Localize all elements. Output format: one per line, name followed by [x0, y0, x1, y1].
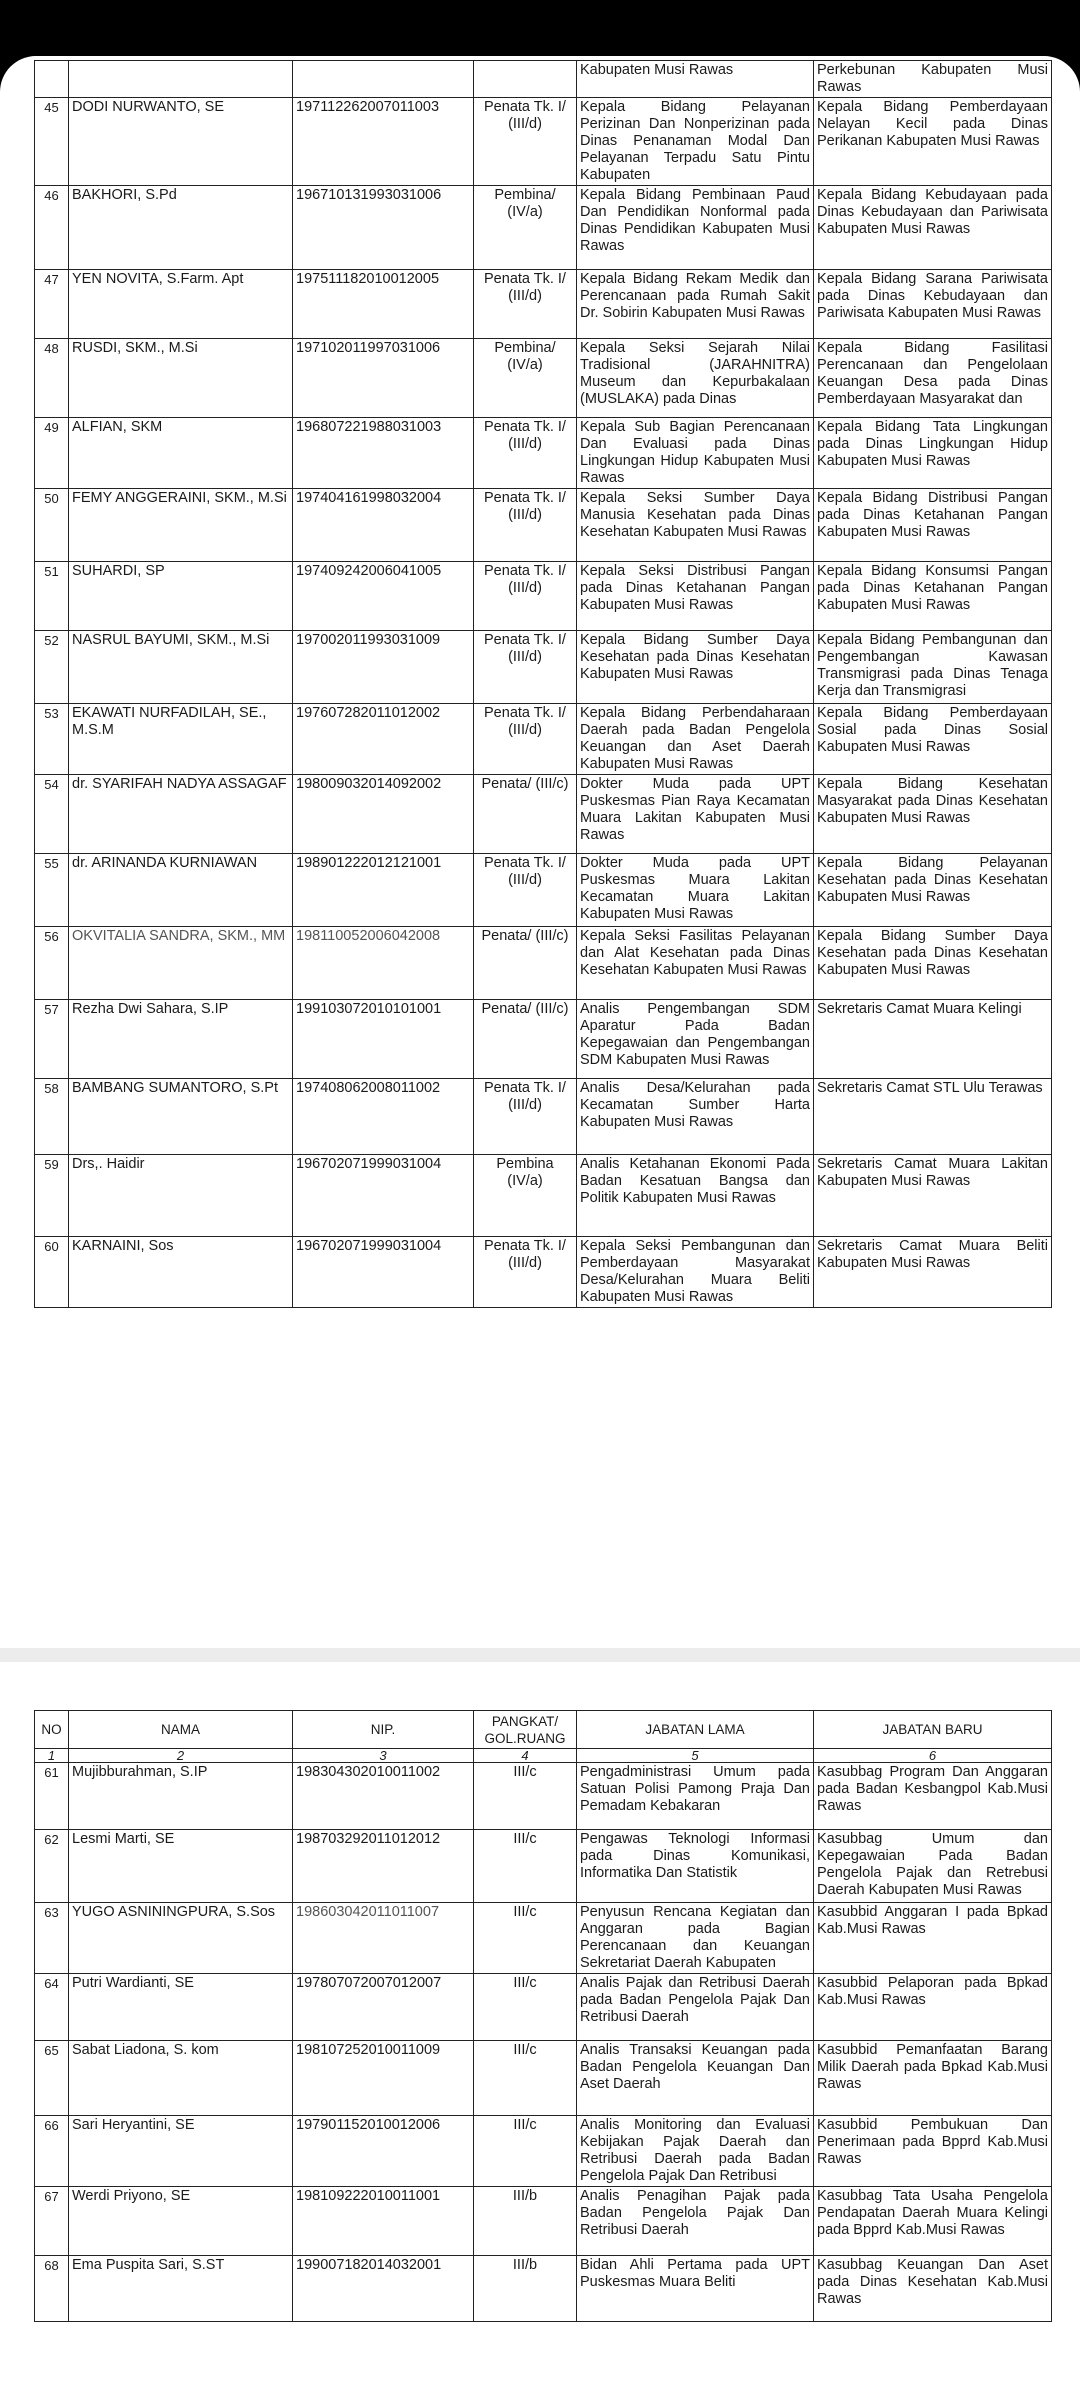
jabatan-lama-cell: Penyusun Rencana Kegiatan dan Anggaran pada Bagian Perencanaan dan Keuangan Sekretariat Daerah Kabupaten [577, 1903, 814, 1974]
nama-cell: Mujibburahman, S.IP [69, 1763, 293, 1830]
row-number: 62 [35, 1830, 69, 1903]
golongan-cell: Pembina (IV/a) [474, 1155, 577, 1237]
column-index: 4 [474, 1749, 577, 1763]
table-row [35, 2041, 1052, 2116]
table-row [35, 1830, 1052, 1903]
page-separator [0, 1648, 1080, 1662]
jabatan-lama-cell: Kepala Seksi Sejarah Nilai Tradisional (JARAHNITRA) Museum dan Kepurbakalaan (MUSLAKA) pada Dinas [577, 339, 814, 418]
golongan-cell: Penata Tk. I/ (III/d) [474, 270, 577, 339]
nama-cell: RUSDI, SKM., M.Si [69, 339, 293, 418]
table-row [35, 1763, 1052, 1830]
nama-cell: BAKHORI, S.Pd [69, 186, 293, 270]
jabatan-lama-cell: Kepala Seksi Sumber Daya Manusia Kesehatan pada Dinas Kesehatan Kabupaten Musi Rawas [577, 489, 814, 562]
jabatan-baru-cell: Kepala Bidang Sarana Pariwisata pada Dinas Kebudayaan dan Pariwisata Kabupaten Musi Rawas [814, 270, 1052, 339]
jabatan-lama-cell: Kabupaten Musi Rawas [577, 61, 814, 98]
golongan-cell: Penata/ (III/c) [474, 927, 577, 1000]
nip-cell: 197607282011012002 [293, 704, 474, 775]
jabatan-lama-cell: Kepala Bidang Rekam Medik dan Perencanaan pada Rumah Sakit Dr. Sobirin Kabupaten Musi Rawas [577, 270, 814, 339]
jabatan-lama-cell: Kepala Bidang Pembinaan Paud Dan Pendidikan Nonformal pada Dinas Pendidikan Kabupaten Musi Rawas [577, 186, 814, 270]
jabatan-lama-cell: Analis Ketahanan Ekonomi Pada Badan Kesatuan Bangsa dan Politik Kabupaten Musi Rawas [577, 1155, 814, 1237]
nama-cell: Ema Puspita Sari, S.ST [69, 2256, 293, 2322]
jabatan-lama-cell: Kepala Sub Bagian Perencanaan Dan Evaluasi pada Dinas Lingkungan Hidup Kabupaten Musi Rawas [577, 418, 814, 489]
header-jabatan-baru: JABATAN BARU [814, 1711, 1052, 1749]
jabatan-lama-cell: Kepala Seksi Distribusi Pangan pada Dinas Ketahanan Pangan Kabupaten Musi Rawas [577, 562, 814, 631]
header-gol: PANGKAT/ GOL.RUANG [474, 1711, 577, 1749]
jabatan-baru-cell: Kasubbag Program Dan Anggaran pada Badan Kesbangpol Kab.Musi Rawas [814, 1763, 1052, 1830]
table-row [35, 489, 1052, 562]
jabatan-baru-cell: Kasubbid Pembukuan Dan Penerimaan pada Bpprd Kab.Musi Rawas [814, 2116, 1052, 2187]
nip-cell: 197901152010012006 [293, 2116, 474, 2187]
table-row [35, 562, 1052, 631]
nip-cell: 199103072010101001 [293, 1000, 474, 1079]
table-header-row [35, 1711, 1052, 1749]
row-number: 48 [35, 339, 69, 418]
nama-cell: YUGO ASNININGPURA, S.Sos [69, 1903, 293, 1974]
column-index: 2 [69, 1749, 293, 1763]
column-index: 5 [577, 1749, 814, 1763]
golongan-cell: III/c [474, 1830, 577, 1903]
nip-cell: 196702071999031004 [293, 1237, 474, 1308]
header-no: NO [35, 1711, 69, 1749]
jabatan-baru-cell: Kasubbag Umum dan Kepegawaian Pada Badan Pengelola Pajak dan Retrebusi Daerah Kabupaten Musi Rawas [814, 1830, 1052, 1903]
jabatan-lama-cell: Kepala Bidang Sumber Daya Kesehatan pada Dinas Kesehatan Kabupaten Musi Rawas [577, 631, 814, 704]
nip-cell: 198109222010011001 [293, 2187, 474, 2256]
nama-cell: Rezha Dwi Sahara, S.IP [69, 1000, 293, 1079]
golongan-cell: Penata Tk. I/ (III/d) [474, 704, 577, 775]
nip-cell: 198603042011011007 [293, 1903, 474, 1974]
row-number: 46 [35, 186, 69, 270]
column-index: 6 [814, 1749, 1052, 1763]
row-number: 68 [35, 2256, 69, 2322]
column-index-row [35, 1749, 1052, 1763]
table-row [35, 631, 1052, 704]
jabatan-lama-cell: Analis Desa/Kelurahan pada Kecamatan Sumber Harta Kabupaten Musi Rawas [577, 1079, 814, 1155]
nip-cell: 198304302010011002 [293, 1763, 474, 1830]
employee-table-page-1 [34, 60, 1052, 1308]
jabatan-baru-cell: Kepala Bidang Sumber Daya Kesehatan pada Dinas Kesehatan Kabupaten Musi Rawas [814, 927, 1052, 1000]
row-number: 47 [35, 270, 69, 339]
golongan-cell: III/c [474, 1903, 577, 1974]
nama-cell: Putri Wardianti, SE [69, 1974, 293, 2041]
jabatan-baru-cell: Kepala Bidang Tata Lingkungan pada Dinas Lingkungan Hidup Kabupaten Musi Rawas [814, 418, 1052, 489]
table-row [35, 1000, 1052, 1079]
table-row [35, 2187, 1052, 2256]
nama-cell: Drs,. Haidir [69, 1155, 293, 1237]
golongan-cell: III/b [474, 2187, 577, 2256]
golongan-cell: Penata Tk. I/ (III/d) [474, 1079, 577, 1155]
jabatan-lama-cell: Analis Monitoring dan Evaluasi Kebijakan Pajak Daerah dan Retribusi Daerah pada Badan Pengelola Pajak Dan Retribusi [577, 2116, 814, 2187]
nip-cell: 197408062008011002 [293, 1079, 474, 1155]
jabatan-baru-cell: Kasubbag Tata Usaha Pengelola Pendapatan Daerah Muara Kelingi pada Bpprd Kab.Musi Rawas [814, 2187, 1052, 2256]
row-number: 65 [35, 2041, 69, 2116]
header-nama: NAMA [69, 1711, 293, 1749]
row-number: 53 [35, 704, 69, 775]
jabatan-lama-cell: Bidan Ahli Pertama pada UPT Puskesmas Muara Beliti [577, 2256, 814, 2322]
table-row [35, 270, 1052, 339]
jabatan-baru-cell: Kasubbid Pemanfaatan Barang Milik Daerah pada Bpkad Kab.Musi Rawas [814, 2041, 1052, 2116]
nama-cell: NASRUL BAYUMI, SKM., M.Si [69, 631, 293, 704]
row-number: 57 [35, 1000, 69, 1079]
golongan-cell: III/c [474, 2041, 577, 2116]
jabatan-lama-cell: Dokter Muda pada UPT Puskesmas Muara Lakitan Kecamatan Muara Lakitan Kabupaten Musi Rawas [577, 854, 814, 927]
jabatan-lama-cell: Analis Penagihan Pajak pada Badan Pengelola Pajak Dan Retribusi Daerah [577, 2187, 814, 2256]
jabatan-baru-cell: Kasubbid Pelaporan pada Bpkad Kab.Musi Rawas [814, 1974, 1052, 2041]
header-jabatan-lama: JABATAN LAMA [577, 1711, 814, 1749]
nip-cell: 196702071999031004 [293, 1155, 474, 1237]
jabatan-baru-cell: Sekretaris Camat Muara Kelingi [814, 1000, 1052, 1079]
golongan-cell: Penata Tk. I/ (III/d) [474, 98, 577, 186]
nip-cell: 199007182014032001 [293, 2256, 474, 2322]
golongan-cell: III/c [474, 1763, 577, 1830]
table-row [35, 339, 1052, 418]
golongan-cell: Penata Tk. I/ (III/d) [474, 631, 577, 704]
nip-cell: 197511182010012005 [293, 270, 474, 339]
golongan-cell: III/c [474, 1974, 577, 2041]
nip-cell: 197404161998032004 [293, 489, 474, 562]
nama-cell: Werdi Priyono, SE [69, 2187, 293, 2256]
table-row [35, 2116, 1052, 2187]
golongan-cell: Pembina/ (IV/a) [474, 339, 577, 418]
jabatan-baru-cell: Sekretaris Camat STL Ulu Terawas [814, 1079, 1052, 1155]
jabatan-baru-cell: Perkebunan Kabupaten Musi Rawas [814, 61, 1052, 98]
nip-cell: 198009032014092002 [293, 775, 474, 854]
jabatan-baru-cell: Sekretaris Camat Muara Lakitan Kabupaten Musi Rawas [814, 1155, 1052, 1237]
row-number: 54 [35, 775, 69, 854]
nip-cell: 196807221988031003 [293, 418, 474, 489]
jabatan-lama-cell: Kepala Seksi Fasilitas Pelayanan dan Alat Kesehatan pada Dinas Kesehatan Kabupaten Musi Rawas [577, 927, 814, 1000]
golongan-cell: Penata/ (III/c) [474, 775, 577, 854]
golongan-cell: Penata Tk. I/ (III/d) [474, 562, 577, 631]
jabatan-lama-cell: Pengadministrasi Umum pada Satuan Polisi Pamong Praja Dan Pemadam Kebakaran [577, 1763, 814, 1830]
document-page-2 [0, 1662, 1080, 2400]
jabatan-baru-cell: Kepala Bidang Pelayanan Kesehatan pada Dinas Kesehatan Kabupaten Musi Rawas [814, 854, 1052, 927]
nama-cell: KARNAINI, Sos [69, 1237, 293, 1308]
jabatan-baru-cell: Kepala Bidang Fasilitasi Perencanaan dan Pengelolaan Keuangan Desa pada Dinas Pemberdayaan Masyarakat dan [814, 339, 1052, 418]
jabatan-lama-cell: Dokter Muda pada UPT Puskesmas Pian Raya Kecamatan Muara Lakitan Kabupaten Musi Rawas [577, 775, 814, 854]
nip-cell: 197002011993031009 [293, 631, 474, 704]
jabatan-baru-cell: Kasubbag Keuangan Dan Aset pada Dinas Kesehatan Kab.Musi Rawas [814, 2256, 1052, 2322]
nama-cell: dr. ARINANDA KURNIAWAN [69, 854, 293, 927]
nama-cell: Sari Heryantini, SE [69, 2116, 293, 2187]
row-number: 63 [35, 1903, 69, 1974]
table-row [35, 418, 1052, 489]
row-number: 59 [35, 1155, 69, 1237]
golongan-cell: III/b [474, 2256, 577, 2322]
nip-cell: 197112262007011003 [293, 98, 474, 186]
nip-cell: 198110052006042008 [293, 927, 474, 1000]
table-row-partial [35, 61, 1052, 98]
golongan-cell: Pembina/ (IV/a) [474, 186, 577, 270]
nama-cell: SUHARDI, SP [69, 562, 293, 631]
document-page-1 [0, 56, 1080, 1406]
nip-cell: 198107252010011009 [293, 2041, 474, 2116]
page-gap [0, 1406, 1080, 1648]
jabatan-lama-cell: Kepala Bidang Perbendaharaan Daerah pada Badan Pengelola Keuangan dan Aset Daerah Kabupaten Musi Rawas [577, 704, 814, 775]
jabatan-baru-cell: Kasubbid Anggaran I pada Bpkad Kab.Musi Rawas [814, 1903, 1052, 1974]
row-number: 61 [35, 1763, 69, 1830]
golongan-cell: III/c [474, 2116, 577, 2187]
row-number: 51 [35, 562, 69, 631]
table-row [35, 1155, 1052, 1237]
jabatan-lama-cell: Pengawas Teknologi Informasi pada Dinas Komunikasi, Informatika Dan Statistik [577, 1830, 814, 1903]
jabatan-baru-cell: Sekretaris Camat Muara Beliti Kabupaten Musi Rawas [814, 1237, 1052, 1308]
table-row [35, 704, 1052, 775]
golongan-cell: Penata/ (III/c) [474, 1000, 577, 1079]
table-row [35, 186, 1052, 270]
nama-cell: Sabat Liadona, S. kom [69, 2041, 293, 2116]
row-number: 64 [35, 1974, 69, 2041]
nama-cell: dr. SYARIFAH NADYA ASSAGAF [69, 775, 293, 854]
nip-cell: 197807072007012007 [293, 1974, 474, 2041]
row-number: 66 [35, 2116, 69, 2187]
nip-cell: 197409242006041005 [293, 562, 474, 631]
column-index: 3 [293, 1749, 474, 1763]
jabatan-baru-cell: Kepala Bidang Pembangunan dan Pengembangan Kawasan Transmigrasi pada Dinas Tenaga Kerja dan Transmigrasi [814, 631, 1052, 704]
jabatan-lama-cell: Analis Pengembangan SDM Aparatur Pada Badan Kepegawaian dan Pengembangan SDM Kabupaten Musi Rawas [577, 1000, 814, 1079]
row-number: 50 [35, 489, 69, 562]
table-row [35, 1974, 1052, 2041]
nip-cell: 198703292011012012 [293, 1830, 474, 1903]
jabatan-baru-cell: Kepala Bidang Kebudayaan pada Dinas Kebudayaan dan Pariwisata Kabupaten Musi Rawas [814, 186, 1052, 270]
row-number: 56 [35, 927, 69, 1000]
golongan-cell: Penata Tk. I/ (III/d) [474, 854, 577, 927]
jabatan-lama-cell: Analis Pajak dan Retribusi Daerah pada Badan Pengelola Pajak Dan Retribusi Daerah [577, 1974, 814, 2041]
table-row [35, 1237, 1052, 1308]
nip-cell: 196710131993031006 [293, 186, 474, 270]
table-row [35, 98, 1052, 186]
row-number: 58 [35, 1079, 69, 1155]
jabatan-lama-cell: Kepala Bidang Pelayanan Perizinan Dan Nonperizinan pada Dinas Penanaman Modal Dan Pelayanan Terpadu Satu Pintu Kabupaten [577, 98, 814, 186]
golongan-cell: Penata Tk. I/ (III/d) [474, 1237, 577, 1308]
nama-cell: EKAWATI NURFADILAH, SE., M.S.M [69, 704, 293, 775]
nama-cell: BAMBANG SUMANTORO, S.Pt [69, 1079, 293, 1155]
table-row [35, 2256, 1052, 2322]
nama-cell: FEMY ANGGERAINI, SKM., M.Si [69, 489, 293, 562]
row-number: 45 [35, 98, 69, 186]
jabatan-baru-cell: Kepala Bidang Kesehatan Masyarakat pada Dinas Kesehatan Kabupaten Musi Rawas [814, 775, 1052, 854]
row-number: 55 [35, 854, 69, 927]
table-row [35, 927, 1052, 1000]
column-index: 1 [35, 1749, 69, 1763]
row-number: 60 [35, 1237, 69, 1308]
jabatan-lama-cell: Analis Transaksi Keuangan pada Badan Pengelola Keuangan Dan Aset Daerah [577, 2041, 814, 2116]
row-number: 49 [35, 418, 69, 489]
nama-cell: Lesmi Marti, SE [69, 1830, 293, 1903]
employee-table-page-2 [34, 1710, 1052, 2322]
nama-cell: OKVITALIA SANDRA, SKM., MM [69, 927, 293, 1000]
nip-cell: 198901222012121001 [293, 854, 474, 927]
jabatan-lama-cell: Kepala Seksi Pembangunan dan Pemberdayaan Masyarakat Desa/Kelurahan Muara Beliti Kabupaten Musi Rawas [577, 1237, 814, 1308]
table-row [35, 775, 1052, 854]
table-row [35, 1903, 1052, 1974]
golongan-cell: Penata Tk. I/ (III/d) [474, 418, 577, 489]
row-number: 52 [35, 631, 69, 704]
row-number: 67 [35, 2187, 69, 2256]
nama-cell: DODI NURWANTO, SE [69, 98, 293, 186]
jabatan-baru-cell: Kepala Bidang Pemberdayaan Sosial pada Dinas Sosial Kabupaten Musi Rawas [814, 704, 1052, 775]
header-nip: NIP. [293, 1711, 474, 1749]
nip-cell: 197102011997031006 [293, 339, 474, 418]
golongan-cell: Penata Tk. I/ (III/d) [474, 489, 577, 562]
nama-cell: YEN NOVITA, S.Farm. Apt [69, 270, 293, 339]
table-row [35, 1079, 1052, 1155]
jabatan-baru-cell: Kepala Bidang Distribusi Pangan pada Dinas Ketahanan Pangan Kabupaten Musi Rawas [814, 489, 1052, 562]
jabatan-baru-cell: Kepala Bidang Konsumsi Pangan pada Dinas Ketahanan Pangan Kabupaten Musi Rawas [814, 562, 1052, 631]
table-row [35, 854, 1052, 927]
jabatan-baru-cell: Kepala Bidang Pemberdayaan Nelayan Kecil pada Dinas Perikanan Kabupaten Musi Rawas [814, 98, 1052, 186]
nama-cell: ALFIAN, SKM [69, 418, 293, 489]
